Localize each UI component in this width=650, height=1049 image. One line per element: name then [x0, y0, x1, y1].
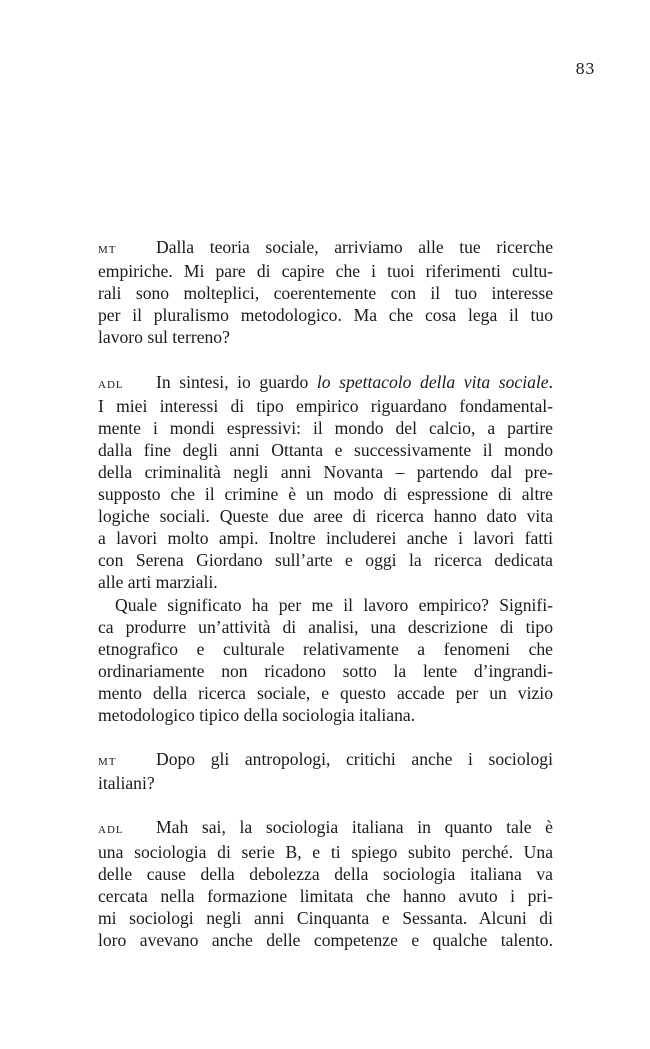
interview-text — [98, 236, 553, 973]
text-line: una sociologia di serie B, e ti spiego subito perché. Una — [98, 841, 553, 862]
text-line: etnografico e culturale relativamente a fenomeni che — [98, 638, 553, 659]
text-line: delle cause della debolezza della sociologia italiana va — [98, 863, 553, 884]
speaker-label: mt — [98, 752, 117, 770]
dialogue-block-adl-2 — [98, 816, 553, 951]
text-line: empiriche. Mi pare di capire che i tuoi riferimenti cultu- — [98, 261, 553, 282]
text-line: rali sono molteplici, coerentemente con il tuo interesse — [98, 283, 553, 304]
text-line — [98, 748, 553, 772]
text-line-content: Dopo gli antropologi, critichi anche i sociologi — [156, 749, 553, 770]
text-line-content: In sintesi, io guardo — [156, 371, 317, 392]
text-line — [98, 371, 553, 395]
page-number: 83 — [575, 60, 595, 78]
text-line: italiani? — [98, 773, 155, 794]
text-line: metodologico tipico della sociologia italiana. — [98, 704, 416, 725]
text-line — [98, 236, 553, 260]
text-line: cercata nella formazione limitata che hanno avuto i pri- — [98, 885, 553, 906]
dialogue-block-mt-1 — [98, 236, 553, 348]
emphasized-phrase: lo spettacolo della vita sociale — [316, 371, 549, 392]
text-line: lavoro sul terreno? — [98, 327, 230, 348]
speaker-label: adl — [98, 374, 124, 392]
speaker-label: adl — [98, 820, 124, 838]
text-line: mi sociologi negli anni Cinquanta e Sessanta. Alcuni di — [98, 907, 553, 928]
text-line: ca produrre un’attività di analisi, una descrizione di tipo — [98, 616, 553, 637]
dialogue-block-mt-2 — [98, 748, 553, 794]
text-line — [98, 816, 553, 840]
text-line: Quale significato ha per me il lavoro empirico? Signifi- — [115, 594, 553, 615]
text-line: a lavori molto ampi. Inoltre includerei anche i lavori fatti — [98, 528, 553, 549]
text-line: supposto che il crimine è un modo di espressione di altre — [98, 484, 553, 505]
text-line-content: Mah sai, la sociologia italiana in quanto tale è — [156, 817, 553, 838]
text-line: della criminalità negli anni Novanta – partendo dal pre- — [98, 461, 553, 482]
speaker-label: mt — [98, 240, 117, 257]
text-line: per il pluralismo metodologico. Ma che cosa lega il tuo — [98, 305, 553, 326]
text-line: con Serena Giordano sull’arte e oggi la ricerca dedicata — [98, 550, 553, 571]
text-line: ordinariamente non ricadono sotto la lente d’ingrandi- — [98, 660, 553, 681]
text-line: dalla fine degli anni Ottanta e successivamente il mondo — [98, 439, 553, 460]
text-line: logiche sociali. Queste due aree di ricerca hanno dato vita — [98, 506, 553, 527]
text-line: alle arti marziali. — [98, 572, 218, 593]
text-line: mento della ricerca sociale, e questo accade per un vizio — [98, 682, 553, 703]
text-line-content: Dalla teoria sociale, arriviamo alle tue ricerche — [156, 237, 553, 257]
text-line-content: . — [548, 371, 553, 392]
dialogue-block-adl-1 — [98, 371, 553, 727]
text-line: I miei interessi di tipo empirico riguardano fondamental- — [98, 395, 553, 416]
text-line: loro avevano anche delle competenze e qualche talento. — [98, 929, 553, 950]
text-line: mente i mondi espressivi: il mondo del calcio, a partire — [98, 417, 553, 438]
